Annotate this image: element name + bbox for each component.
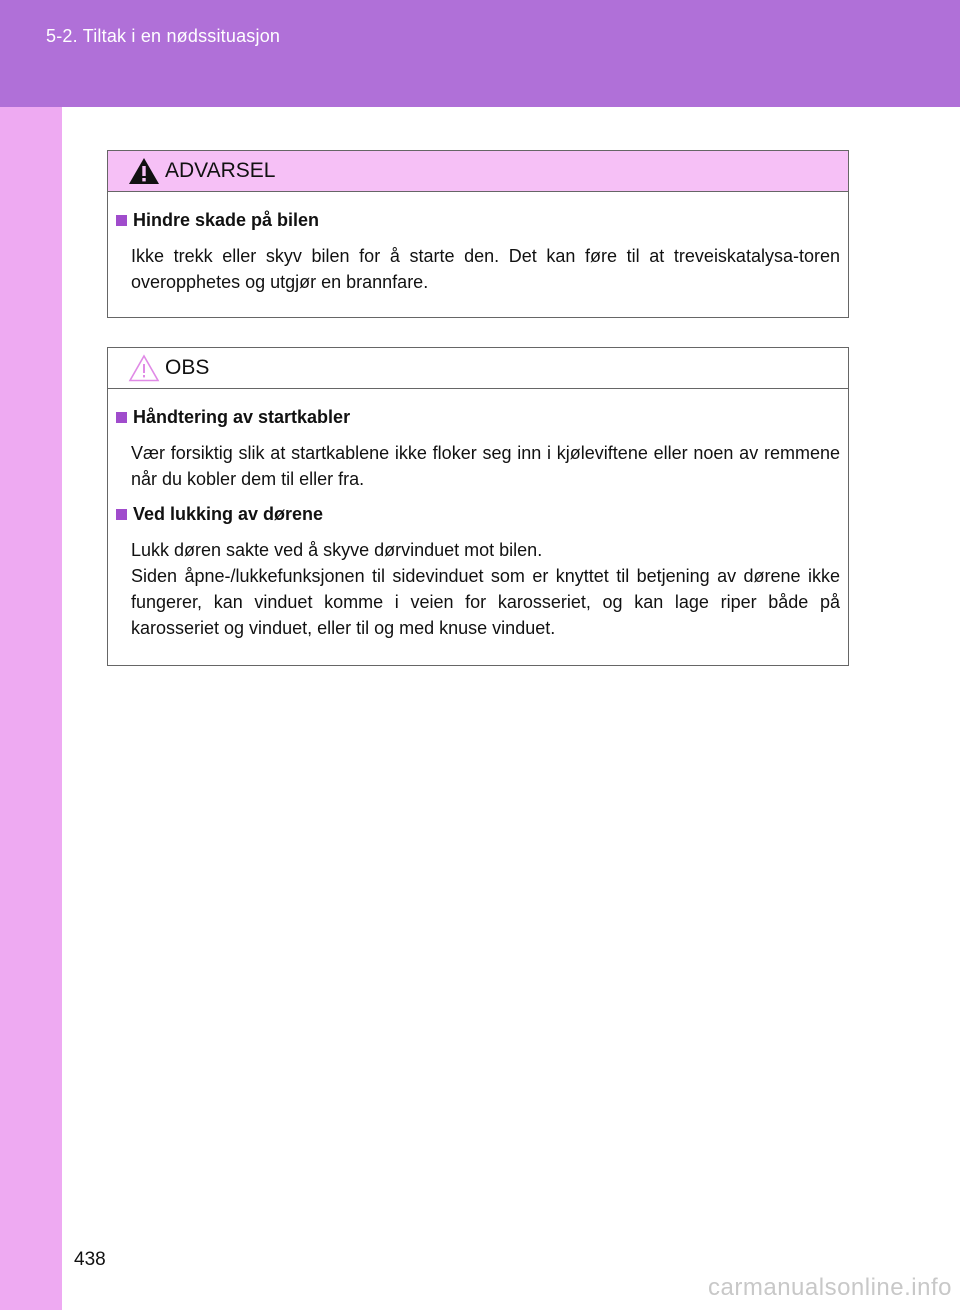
caution-box <box>107 347 849 666</box>
caution-item <box>116 504 840 641</box>
item-heading <box>116 210 840 231</box>
warning-item <box>116 210 840 295</box>
caution-label: OBS <box>165 356 210 379</box>
caution-triangle-outline-icon <box>128 354 160 382</box>
bullet-square-icon <box>116 509 127 520</box>
item-text <box>131 440 840 492</box>
sidebar-band <box>0 107 62 1310</box>
item-text <box>131 243 840 295</box>
item-heading <box>116 504 840 525</box>
item-text <box>131 537 840 641</box>
section-title: 5-2. Tiltak i en nødssituasjon <box>46 26 281 46</box>
paragraph: Siden åpne-/lukkefunksjonen til sidevinduet som er knyttet til betjening av dørene ikke fungerer, kan vinduet komme i veien for karosseriet, og kan lage riper både på karosseriet og vinduet, eller til og med knuse vinduet. <box>131 566 840 638</box>
caution-item <box>116 407 840 492</box>
warning-triangle-filled-icon <box>128 157 160 185</box>
bullet-square-icon <box>116 412 127 423</box>
watermark: carmanualsonline.info <box>708 1274 952 1301</box>
paragraph: Vær forsiktig slik at startkablene ikke floker seg inn i kjøleviftene eller noen av remmene når du kobler dem til eller fra. <box>131 443 840 489</box>
bullet-square-icon <box>116 215 127 226</box>
item-heading-text: Ved lukking av dørene <box>133 504 324 524</box>
caution-box-header <box>108 348 848 389</box>
page-number: 438 <box>74 1249 106 1270</box>
item-heading-text: Hindre skade på bilen <box>133 210 320 230</box>
warning-label: ADVARSEL <box>165 159 276 182</box>
warning-box-header <box>108 151 848 192</box>
warning-box <box>107 150 849 318</box>
warning-box-body <box>108 192 848 315</box>
paragraph: Ikke trekk eller skyv bilen for å starte den. Det kan føre til at treveiskatalysa-toren overopphetes og utgjør en brannfare. <box>131 246 840 292</box>
header-band <box>0 0 960 107</box>
item-heading <box>116 407 840 428</box>
item-heading-text: Håndtering av startkabler <box>133 407 351 427</box>
caution-box-body <box>108 389 848 661</box>
paragraph: Lukk døren sakte ved å skyve dørvinduet mot bilen. <box>131 540 543 560</box>
